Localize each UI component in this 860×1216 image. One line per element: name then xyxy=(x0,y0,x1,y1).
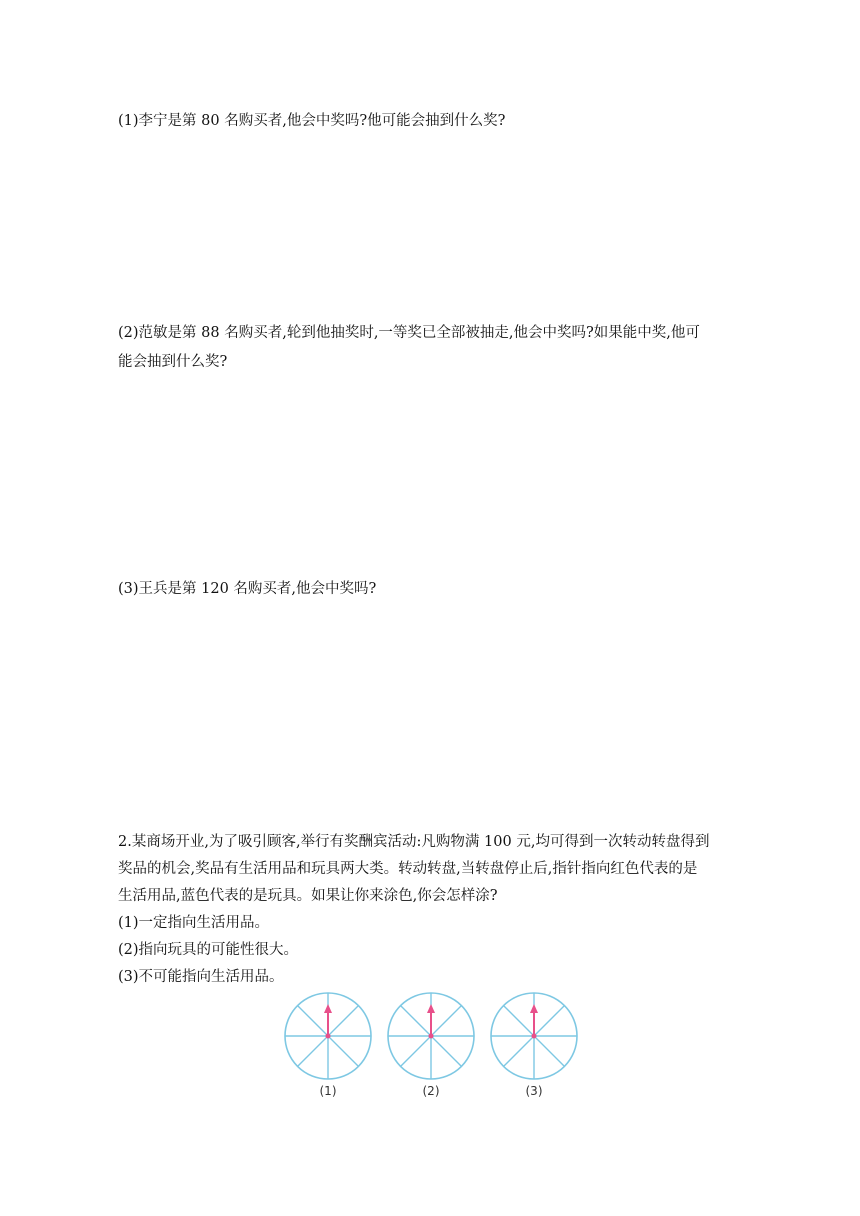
spinner-wheel-1-label: (1) xyxy=(319,1084,337,1098)
question-1-3: (3)王兵是第 120 名购买者,他会中奖吗? xyxy=(118,581,377,597)
spinner-wheel-3 xyxy=(488,990,580,1098)
question-1-2-line2: 能会抽到什么奖? xyxy=(118,354,228,370)
spinner-wheel-3-graphic xyxy=(488,990,580,1082)
question-1-1: (1)李宁是第 80 名购买者,他会中奖吗?他可能会抽到什么奖? xyxy=(118,113,506,129)
question-1-2-line1: (2)范敏是第 88 名购买者,轮到他抽奖时,一等奖已全部被抽走,他会中奖吗?如果能中奖,他可 xyxy=(118,325,700,341)
spinner-wheel-1-graphic xyxy=(282,990,374,1082)
problem-2-item1: (1)一定指向生活用品。 xyxy=(118,915,270,931)
problem-2-item3: (3)不可能指向生活用品。 xyxy=(118,969,284,985)
problem-2-line2: 奖品的机会,奖品有生活用品和玩具两大类。转动转盘,当转盘停止后,指针指向红色代表的是 xyxy=(118,861,698,877)
spinner-wheel-2-graphic xyxy=(385,990,477,1082)
spinner-wheel-3-label: (3) xyxy=(525,1084,543,1098)
problem-2-line1: 2.某商场开业,为了吸引顾客,举行有奖酬宾活动:凡购物满 100 元,均可得到一次转动转盘得到 xyxy=(118,834,710,850)
spinner-wheels-figure xyxy=(282,990,582,1100)
problem-2-line3: 生活用品,蓝色代表的是玩具。如果让你来涂色,你会怎样涂? xyxy=(118,888,498,904)
spinner-wheel-2-label: (2) xyxy=(422,1084,440,1098)
spinner-wheel-1 xyxy=(282,990,374,1098)
spinner-wheel-2 xyxy=(385,990,477,1098)
problem-2-item2: (2)指向玩具的可能性很大。 xyxy=(118,942,299,958)
